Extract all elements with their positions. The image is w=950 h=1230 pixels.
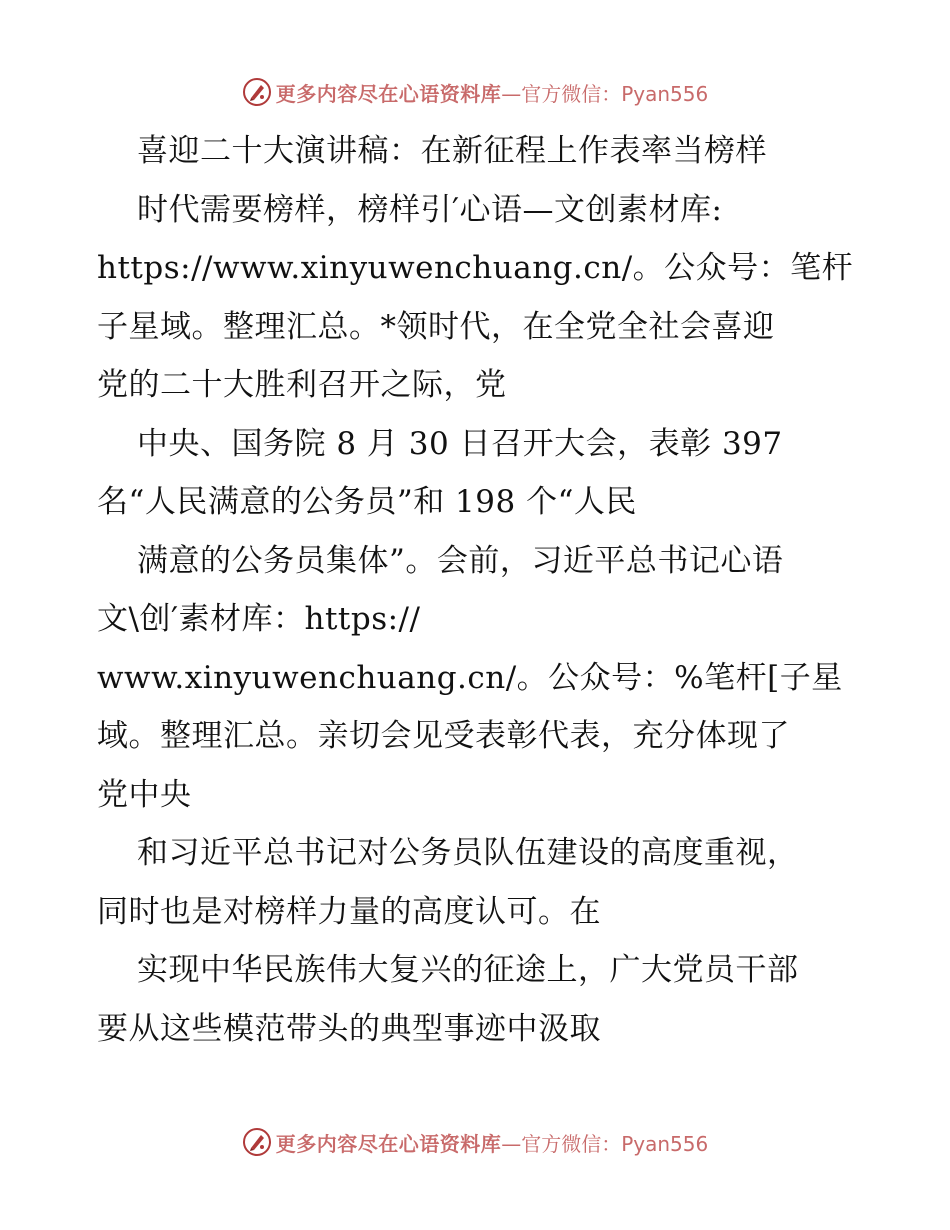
text-line: 满意的公务员集体”。会前，习近平总书记心语 — [137, 542, 784, 579]
text-line: 党中央 — [97, 776, 192, 813]
text-line: 实现中华民族伟大复兴的征途上，广大党员干部 — [137, 952, 799, 988]
text-line: 和习近平总书记对公务员队伍建设的高度重视， — [137, 835, 799, 871]
text-line: 域。整理汇总。亲切会见受表彰代表，充分体现了 — [97, 718, 790, 754]
text-line: 同时也是对榜样力量的高度认可。在 — [97, 893, 601, 930]
text-line: 党的二十大胜利召开之际，党 — [97, 367, 507, 403]
text-line: 要从这些模范带头的典型事迹中汲取 — [97, 1010, 601, 1047]
pen-logo-icon — [242, 77, 272, 107]
text-line: https://www.xinyuwenchuang.cn/。公众号：笔杆 — [97, 250, 854, 286]
footer-site-text: 更多内容尽在心语资料库 — [275, 1131, 502, 1156]
text-line: 中央、国务院 8 月 30 日召开大会，表彰 397 — [137, 425, 783, 462]
header-contact-text: —官方微信：Pyan556 — [501, 81, 709, 106]
document-title: 喜迎二十大演讲稿：在新征程上作表率当榜样 — [137, 133, 767, 169]
header-banner — [0, 72, 950, 112]
text-line: 名“人民满意的公务员”和 198 个“人民 — [97, 484, 637, 520]
text-line: 子星域。整理汇总。*领时代，在全党全社会喜迎 — [97, 308, 775, 345]
text-line: 文\创′素材库：https:// — [97, 601, 421, 637]
text-line: 时代需要榜样，榜样引′心语—文创素材库: — [137, 191, 723, 228]
pen-logo-icon — [242, 1127, 272, 1157]
footer-banner — [0, 1122, 950, 1162]
text-line: www.xinyuwenchuang.cn/。公众号：%笔杆[子星 — [97, 659, 843, 696]
header-site-text: 更多内容尽在心语资料库 — [275, 81, 502, 106]
footer-contact-text: —官方微信：Pyan556 — [501, 1131, 709, 1156]
document-body — [97, 122, 857, 1058]
